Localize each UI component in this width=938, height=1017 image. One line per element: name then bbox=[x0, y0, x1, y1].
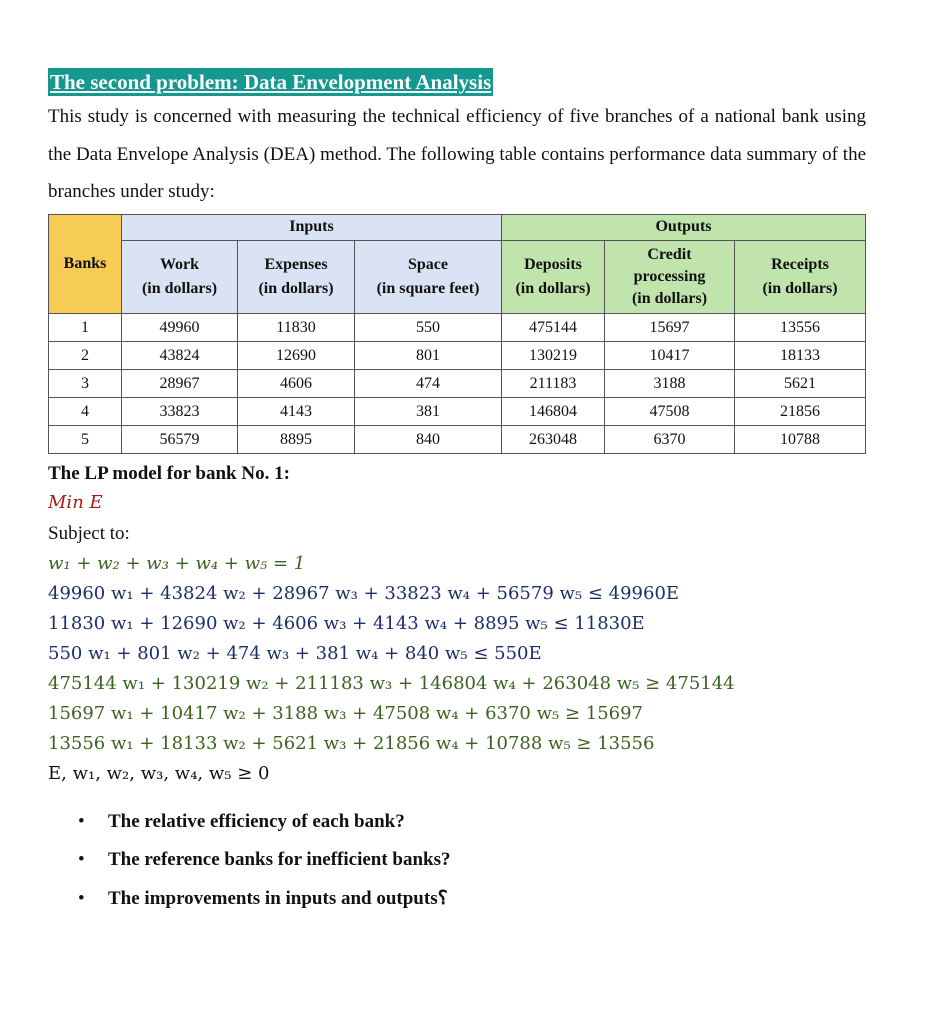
bank-number: 2 bbox=[49, 341, 122, 369]
table-row bbox=[49, 369, 866, 397]
table-cell: 130219 bbox=[502, 341, 605, 369]
table-cell: 21856 bbox=[735, 397, 866, 425]
banks-header: Banks bbox=[49, 214, 122, 313]
table-cell: 47508 bbox=[605, 397, 735, 425]
table-cell: 15697 bbox=[605, 313, 735, 341]
column-header-space: Space (in square feet) bbox=[355, 240, 502, 313]
table-cell: 801 bbox=[355, 341, 502, 369]
table-cell: 10417 bbox=[605, 341, 735, 369]
document-page bbox=[48, 68, 868, 918]
list-item: • The relative efficiency of each bank? bbox=[78, 803, 868, 842]
constraint-weights-sum: w₁ + w₂ + w₃ + w₄ + w₅ = 1 bbox=[48, 552, 306, 574]
bank-number: 5 bbox=[49, 425, 122, 453]
table-cell: 8895 bbox=[238, 425, 355, 453]
inputs-header: Inputs bbox=[122, 214, 502, 240]
constraint-space-input: 550 w₁ + 801 w₂ + 474 w₃ + 381 w₄ + 840 w₅ ≤ 550E bbox=[48, 642, 542, 664]
table-cell: 11830 bbox=[238, 313, 355, 341]
constraint-expenses-input: 11830 w₁ + 12690 w₂ + 4606 w₃ + 4143 w₄ + 8895 w₅ ≤ 11830E bbox=[48, 612, 645, 634]
constraint-nonnegativity: E, w₁, w₂, w₃, w₄, w₅ ≥ 0 bbox=[48, 762, 270, 784]
table-cell: 18133 bbox=[735, 341, 866, 369]
table-cell: 146804 bbox=[502, 397, 605, 425]
subject-to-label: Subject to: bbox=[48, 522, 130, 544]
list-item: • The reference banks for inefficient banks? bbox=[78, 841, 868, 880]
table-cell: 5621 bbox=[735, 369, 866, 397]
table-row bbox=[49, 341, 866, 369]
column-header-expenses: Expenses (in dollars) bbox=[238, 240, 355, 313]
bank-number: 3 bbox=[49, 369, 122, 397]
lp-model-heading: The LP model for bank No. 1: bbox=[48, 462, 290, 484]
table-cell: 6370 bbox=[605, 425, 735, 453]
column-header-credit-processing: Credit processing (in dollars) bbox=[605, 240, 735, 313]
table-cell: 474 bbox=[355, 369, 502, 397]
table-row bbox=[49, 313, 866, 341]
list-item: • The improvements in inputs and outputs؟ bbox=[78, 880, 868, 919]
section-title: The second problem: Data Envelopment Analysis bbox=[50, 70, 492, 94]
bullet-icon: • bbox=[78, 849, 85, 870]
table-cell: 4606 bbox=[238, 369, 355, 397]
question-list bbox=[48, 803, 868, 919]
table-cell: 28967 bbox=[122, 369, 238, 397]
table-cell: 263048 bbox=[502, 425, 605, 453]
lp-objective: Min E bbox=[48, 491, 103, 513]
constraint-receipts-output: 13556 w₁ + 18133 w₂ + 5621 w₃ + 21856 w₄ + 10788 w₅ ≥ 13556 bbox=[48, 732, 655, 754]
intro-paragraph: This study is concerned with measuring the technical efficiency of five branches of a national bank using the Data Envelope Analysis (DEA) method. The following table contains performance data summary of the branches under study: bbox=[48, 106, 866, 202]
table-cell: 840 bbox=[355, 425, 502, 453]
bank-number: 1 bbox=[49, 313, 122, 341]
table-cell: 550 bbox=[355, 313, 502, 341]
outputs-header: Outputs bbox=[502, 214, 866, 240]
column-header-receipts: Receipts (in dollars) bbox=[735, 240, 866, 313]
table-cell: 43824 bbox=[122, 341, 238, 369]
table-row bbox=[49, 425, 866, 453]
table-cell: 4143 bbox=[238, 397, 355, 425]
table-cell: 56579 bbox=[122, 425, 238, 453]
bank-number: 4 bbox=[49, 397, 122, 425]
table-row bbox=[49, 397, 866, 425]
constraint-work-input: 49960 w₁ + 43824 w₂ + 28967 w₃ + 33823 w₄ + 56579 w₅ ≤ 49960E bbox=[48, 582, 680, 604]
table-cell: 3188 bbox=[605, 369, 735, 397]
bullet-icon: • bbox=[78, 887, 85, 909]
table-cell: 13556 bbox=[735, 313, 866, 341]
performance-table bbox=[48, 214, 866, 454]
table-cell: 475144 bbox=[502, 313, 605, 341]
table-cell: 381 bbox=[355, 397, 502, 425]
table-cell: 10788 bbox=[735, 425, 866, 453]
bullet-icon: • bbox=[78, 810, 85, 832]
table-cell: 12690 bbox=[238, 341, 355, 369]
table-cell: 211183 bbox=[502, 369, 605, 397]
column-header-deposits: Deposits (in dollars) bbox=[502, 240, 605, 313]
constraint-deposits-output: 475144 w₁ + 130219 w₂ + 211183 w₃ + 146804 w₄ + 263048 w₅ ≥ 475144 bbox=[48, 672, 735, 694]
table-cell: 33823 bbox=[122, 397, 238, 425]
constraint-credit-output: 15697 w₁ + 10417 w₂ + 3188 w₃ + 47508 w₄ + 6370 w₅ ≥ 15697 bbox=[48, 702, 644, 724]
table-cell: 49960 bbox=[122, 313, 238, 341]
column-header-work: Work (in dollars) bbox=[122, 240, 238, 313]
